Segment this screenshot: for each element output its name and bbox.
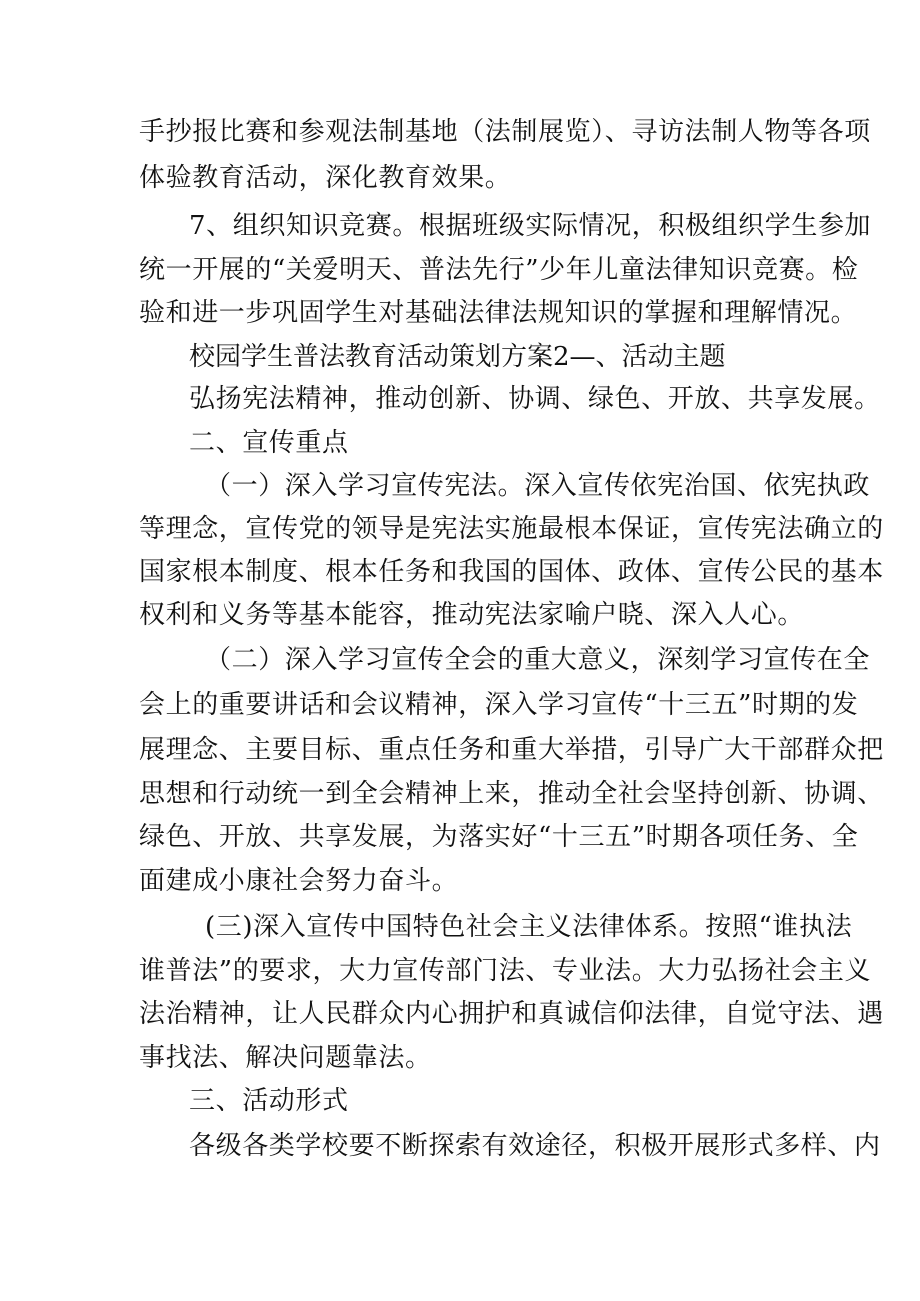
text-line: 思想和行动统一到全会精神上来，推动全社会坚持创新、协调、 [139, 779, 884, 809]
text-line: 手抄报比赛和参观法制基地（法制展览）、寻访法制人物等各项 [139, 117, 871, 147]
text-line: 事找法、解决问题靠法。 [139, 1043, 432, 1073]
text-line: 体验教育活动，深化教育效果。 [139, 163, 512, 193]
text-line: 验和进一步巩固学生对基础法律法规知识的掌握和理解情况。 [139, 298, 858, 328]
text-line: 各级各类学校要不断探索有效途径，积极开展形式多样、内 [189, 1131, 881, 1161]
section-heading: 二、宣传重点 [189, 428, 349, 458]
section-heading: 校园学生普法教育活动策划方案2—、活动主题 [189, 342, 726, 372]
text-line: (三)深入宣传中国特色社会主义法律体系。按照“谁执法 [205, 912, 853, 942]
section-heading: 三、活动形式 [189, 1086, 349, 1116]
text-line: （二）深入学习宣传全会的重大意义，深刻学习宣传在全 [205, 645, 871, 675]
text-line: 面建成小康社会努力奋斗。 [139, 866, 459, 896]
text-line: 统一开展的“关爱明天、普法先行”少年儿童法律知识竞赛。检 [139, 255, 859, 285]
text-line: （一）深入学习宣传宪法。深入宣传依宪治国、依宪执政 [205, 471, 871, 501]
text-line: 绿色、开放、共享发展，为落实好“十三五”时期各项任务、全 [139, 822, 859, 852]
text-line: 法治精神，让人民群众内心拥护和真诚信仰法律，自觉守法、遇 [139, 999, 884, 1029]
text-line: 等理念，宣传党的领导是宪法实施最根本保证，宣传宪法确立的 [139, 514, 884, 544]
text-line: 展理念、主要目标、重点任务和重大举措，引导广大干部群众把 [139, 735, 884, 765]
text-line: 国家根本制度、根本任务和我国的国体、政体、宣传公民的基本 [139, 557, 884, 587]
text-line: 权利和义务等基本能容，推动宪法家喻户晓、深入人心。 [139, 600, 805, 630]
text-line: 谁普法”的要求，大力宣传部门法、专业法。大力弘扬社会主义 [139, 956, 872, 986]
text-line: 会上的重要讲话和会议精神，深入学习宣传“十三五”时期的发 [139, 690, 859, 720]
text-line: 弘扬宪法精神，推动创新、协调、绿色、开放、共享发展。 [189, 384, 881, 414]
text-line: 7、组织知识竞赛。根据班级实际情况，积极组织学生参加 [189, 211, 872, 241]
